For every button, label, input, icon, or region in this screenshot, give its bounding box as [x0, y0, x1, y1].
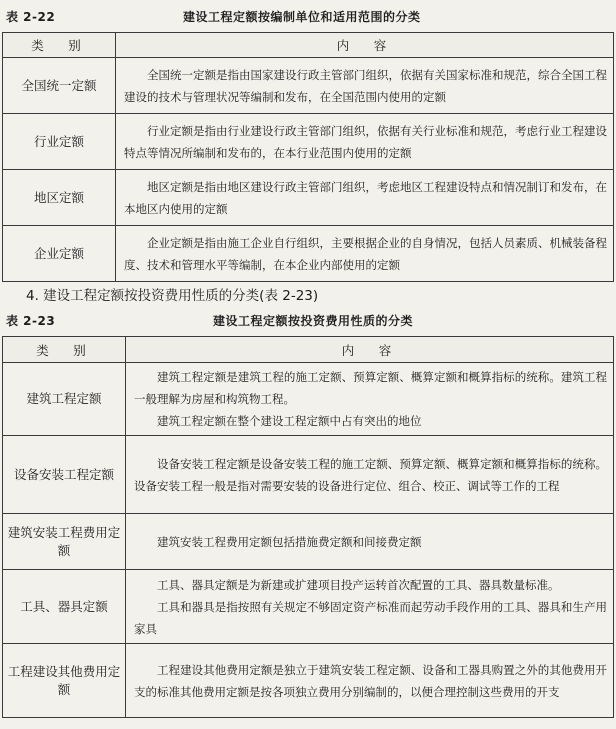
content-paragraph: 设备安装工程定额是设备安装工程的施工定额、预算定额、概算定额和概算指标的统称。设备安装工程一般是指对需要安装的设备进行定位、组合、校正、调试等工作的工程: [134, 456, 607, 493]
row-category: 工具、器具定额: [3, 570, 126, 644]
column-header-content: 内 容: [116, 33, 614, 58]
row-category: 行业定额: [3, 114, 116, 170]
table-row: [3, 170, 614, 226]
table-row: [3, 114, 614, 170]
row-content: [126, 514, 614, 570]
row-category: 地区定额: [3, 170, 116, 226]
classification-table-by-cost: [2, 336, 614, 718]
row-category: 企业定额: [3, 226, 116, 282]
row-content: [116, 170, 614, 226]
column-header-content: 内 容: [126, 337, 614, 363]
column-header-category: 类 别: [3, 33, 116, 58]
table-row: [3, 644, 614, 718]
classification-table-by-unit: [2, 32, 614, 282]
table-row: [3, 436, 614, 514]
row-category: 建筑工程定额: [3, 363, 126, 436]
section-heading: 4. 建设工程定额按投资费用性质的分类(表 2-23): [26, 288, 319, 304]
row-content: [116, 114, 614, 170]
table-title: 建设工程定额按编制单位和适用范围的分类: [183, 10, 421, 24]
row-content: [126, 644, 614, 718]
content-paragraph: 建筑安装工程费用定额包括措施费定额和间接费定额: [157, 534, 422, 549]
table-number: 表 2-22: [6, 10, 56, 24]
table-row: [3, 363, 614, 436]
content-paragraph: 工具、器具定额是为新建或扩建项目投产运转首次配置的工具、器具数量标准。: [157, 577, 560, 592]
row-content: [126, 570, 614, 644]
content-paragraph: 工具和器具是指按照有关规定不够固定资产标准而起劳动手段作用的工具、器具和生产用家具: [134, 599, 607, 636]
content-paragraph: 建筑工程定额在整个建设工程定额中占有突出的地位: [157, 414, 422, 428]
content-paragraph: 工程建设其他费用定额是独立于建筑安装工程定额、设备和工器具购置之外的其他费用开支的标准其他费用定额是按各项独立费用分别编制的，以便合理控制这些费用的开支: [134, 662, 607, 699]
table-row: [3, 226, 614, 282]
row-category: 全国统一定额: [3, 58, 116, 114]
row-category: 设备安装工程定额: [3, 436, 126, 514]
row-content: [116, 226, 614, 282]
row-category: 建筑安装工程费用定额: [3, 514, 126, 570]
row-category: 工程建设其他费用定额: [3, 644, 126, 718]
row-content: [116, 58, 614, 114]
column-header-category: 类 别: [3, 337, 126, 363]
content-paragraph: 地区定额是指由地区建设行政主管部门组织，考虑地区工程建设特点和情况制订和发布，在本地区内使用的定额: [124, 179, 607, 216]
table-row: [3, 58, 614, 114]
table-row: [3, 514, 614, 570]
row-content: [126, 363, 614, 436]
content-paragraph: 企业定额是指由施工企业自行组织，主要根据企业的自身情况，包括人员素质、机械装备程度、技术和管理水平等编制，在本企业内部使用的定额: [124, 235, 607, 272]
table-title: 建设工程定额按投资费用性质的分类: [213, 314, 414, 328]
content-paragraph: 建筑工程定额是建筑工程的施工定额、预算定额、概算定额和概算指标的统称。建筑工程一般理解为房屋和构筑物工程。: [134, 370, 607, 406]
row-content: [126, 436, 614, 514]
content-paragraph: 全国统一定额是指由国家建设行政主管部门组织，依据有关国家标准和规范，综合全国工程建设的技术与管理状况等编制和发布，在全国范围内使用的定额: [124, 67, 607, 104]
table-row: [3, 570, 614, 644]
content-paragraph: 行业定额是指由行业建设行政主管部门组织，依据有关行业标准和规范，考虑行业工程建设特点等情况所编制和发布的，在本行业范围内使用的定额: [124, 123, 607, 160]
table-number: 表 2-23: [6, 314, 56, 328]
